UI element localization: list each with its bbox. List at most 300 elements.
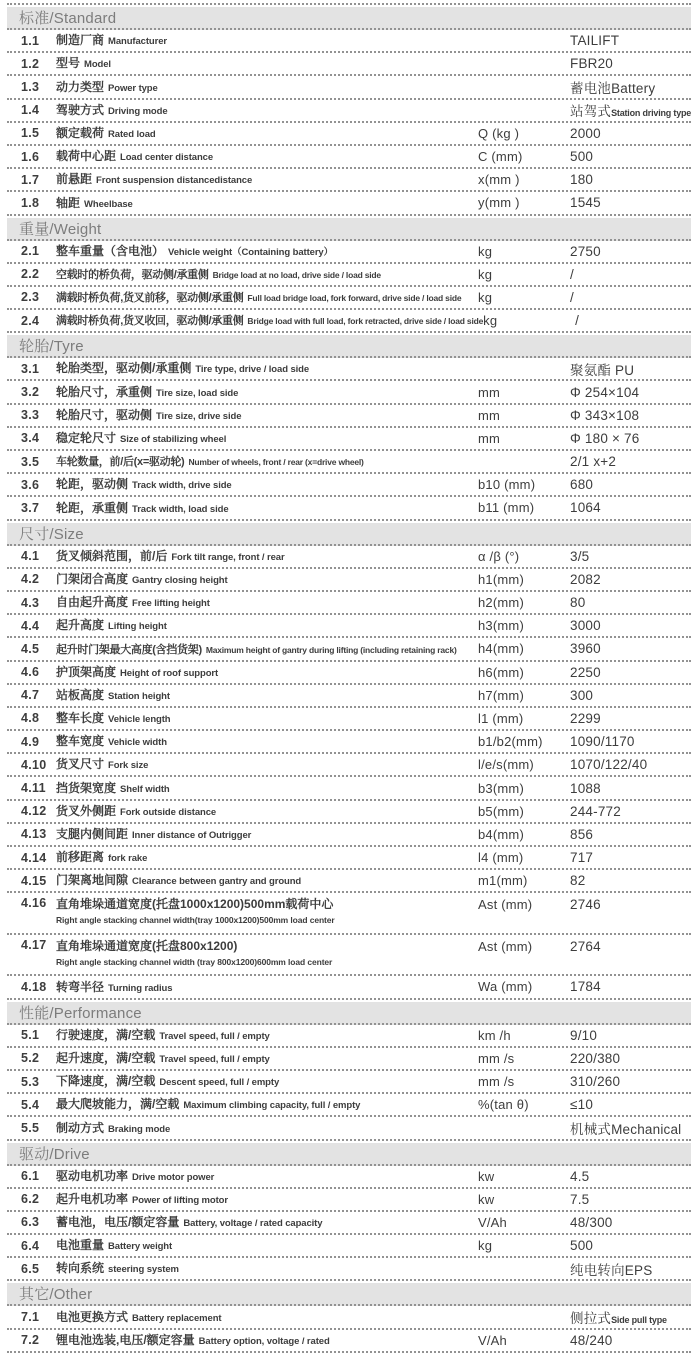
- row-value-text: 3000: [570, 618, 601, 634]
- row-label-en: Rated load: [108, 128, 156, 140]
- row-index: 5.3: [21, 1074, 40, 1089]
- row-value: [570, 1333, 691, 1348]
- row-index: 6.2: [21, 1192, 40, 1207]
- row-label: [56, 55, 478, 72]
- row-index: 3.5: [21, 454, 40, 469]
- row-value: [570, 873, 691, 888]
- row-unit: %(tan θ): [478, 1097, 529, 1113]
- row-label-en: Gantry closing height: [132, 574, 228, 586]
- section-header-tyre: [7, 335, 691, 358]
- row-value-text: 2764: [570, 938, 601, 954]
- row-value-text: 680: [570, 477, 594, 493]
- row-label-en: Free lifting height: [132, 598, 210, 610]
- row-index: 4.3: [21, 595, 40, 610]
- row-value: [570, 939, 691, 954]
- section-header-size: [7, 523, 691, 546]
- row-label-en-line2: Right angle stacking channel width(tray 1000x1200)500mm load center: [56, 915, 335, 926]
- row-unit: m1(mm): [478, 873, 528, 889]
- row-value-text: 220/380: [570, 1050, 621, 1066]
- row-label: [56, 195, 478, 212]
- row-label-en: Inner distance of Outrigger: [132, 830, 252, 841]
- spec-row-7.2: [7, 1330, 691, 1353]
- row-label-zh: 直角堆垛通道宽度(托盘800x1200): [56, 938, 238, 953]
- row-value-text: 856: [570, 826, 594, 842]
- row-value: [570, 781, 691, 796]
- row-label: [56, 125, 478, 142]
- row-label-zh: 载荷中心距: [56, 149, 117, 164]
- row-label-en: Power type: [108, 82, 158, 94]
- spec-row-4.17: [7, 935, 691, 977]
- spec-row-4.6: [7, 662, 691, 685]
- row-label: [56, 266, 478, 283]
- row-unit: h1(mm): [478, 571, 524, 587]
- row-value-text: 82: [570, 873, 586, 889]
- row-index: 3.6: [21, 477, 40, 492]
- row-label: [56, 826, 478, 843]
- spec-row-4.9: [7, 731, 691, 754]
- row-value: [570, 408, 691, 423]
- row-unit: kw: [478, 1191, 495, 1207]
- row-value-text: 717: [570, 850, 594, 866]
- row-index: 1.5: [21, 126, 40, 141]
- row-value: [570, 359, 691, 379]
- row-label-en: Tire type, drive / load side: [195, 364, 310, 376]
- row-value-text: 4.5: [570, 1168, 590, 1184]
- row-label-zh: 制造厂商: [56, 33, 105, 48]
- row-value: [570, 431, 691, 446]
- row-label: [56, 289, 478, 306]
- row-label-en: Maximum height of gantry during lifting (including retaining rack): [205, 644, 457, 655]
- row-label-zh: 门架闭合高度: [56, 571, 129, 586]
- row-index: 4.12: [21, 804, 47, 819]
- row-index: 6.5: [21, 1261, 40, 1276]
- section-header-weight: [7, 218, 691, 241]
- row-label-zh: 制动方式: [56, 1120, 105, 1135]
- row-label-en: Turning radius: [108, 982, 173, 994]
- section-title: 标准/Standard: [19, 10, 117, 27]
- row-value: [570, 734, 691, 749]
- row-label: [56, 617, 478, 634]
- row-index: 4.9: [21, 734, 40, 749]
- row-label-zh: 前悬距: [56, 172, 93, 187]
- row-label: [56, 1332, 478, 1349]
- row-label-zh: 护顶架高度: [56, 664, 117, 679]
- spec-row-6.2: [7, 1189, 691, 1212]
- row-label-en-line2: Right angle stacking channel width (tray 800x1200)600mm load center: [56, 956, 333, 967]
- row-label-en: Battery weight: [108, 1241, 173, 1253]
- spec-row-5.2: [7, 1048, 691, 1071]
- spec-row-3.5: [7, 451, 691, 474]
- row-index: 4.13: [21, 827, 47, 842]
- row-label-en: Height of roof support: [120, 667, 219, 679]
- row-value-text: 1090/1170: [570, 734, 635, 750]
- row-value: [570, 804, 691, 819]
- row-label-zh: 起升高度: [56, 618, 105, 633]
- row-unit: km /h: [478, 1027, 511, 1043]
- row-value: [570, 244, 691, 259]
- spec-row-3.7: [7, 497, 691, 520]
- row-value: [570, 56, 691, 71]
- spec-row-2.1: [7, 241, 691, 264]
- row-label-zh: 轮胎尺寸，承重侧: [56, 384, 153, 399]
- spec-row-1.3: [7, 76, 691, 99]
- row-index: 1.6: [21, 149, 40, 164]
- section-header-other: [7, 1283, 691, 1306]
- spec-row-3.4: [7, 428, 691, 451]
- row-label-en: Track width, load side: [132, 503, 229, 515]
- row-label-en: fork rake: [108, 853, 148, 865]
- row-value-text: 侧拉式: [570, 1311, 612, 1327]
- row-value-text: /: [570, 266, 574, 282]
- row-value-subtext: Station driving type: [611, 108, 692, 119]
- spec-row-4.1: [7, 546, 691, 569]
- row-value: [570, 33, 691, 48]
- row-label-zh: 轮胎类型，驱动侧/承重侧: [56, 361, 192, 376]
- row-unit: mm /s: [478, 1050, 515, 1066]
- row-label: [56, 360, 478, 377]
- row-value: [570, 1238, 691, 1253]
- spec-row-4.18: [7, 976, 691, 999]
- row-label: [56, 641, 478, 658]
- row-label-en: Fork tilt range, front / rear: [171, 551, 285, 563]
- section-header-standard: [7, 7, 691, 30]
- row-label: [56, 1120, 478, 1137]
- spec-row-3.1: [7, 358, 691, 381]
- row-label-zh: 空载时的桥负荷，驱动侧/承重侧: [56, 268, 209, 281]
- row-value-text: 180: [570, 172, 594, 188]
- row-label-en: Bridge load with full load, fork retracted, drive side / load side: [247, 316, 484, 327]
- row-label-en: Shelf width: [120, 783, 170, 795]
- row-label-zh: 车轮数量，前/后(x=驱动轮): [56, 456, 185, 469]
- row-value: [570, 1215, 691, 1230]
- row-unit: V/Ah: [478, 1214, 507, 1230]
- row-label-en: Travel speed, full / empty: [159, 1053, 270, 1065]
- section-header-drive: [7, 1143, 691, 1166]
- row-index: 6.1: [21, 1169, 40, 1184]
- section-title: 重量/Weight: [19, 220, 102, 238]
- row-value: [570, 757, 691, 772]
- row-unit: kg: [478, 266, 493, 282]
- row-label-zh: 起升时门架最大高度(含挡货架): [56, 643, 202, 656]
- row-value: [570, 100, 691, 120]
- row-label-zh: 直角堆垛通道宽度(托盘1000x1200)500mm载荷中心: [56, 897, 334, 912]
- row-label: [56, 500, 478, 517]
- row-label: [56, 756, 478, 773]
- row-value: [570, 850, 691, 865]
- row-value-text: 2082: [570, 571, 601, 587]
- row-label: [56, 79, 478, 96]
- row-label-zh: 电池重量: [56, 1238, 105, 1253]
- row-unit: y(mm ): [478, 195, 520, 211]
- row-label: [56, 1309, 478, 1326]
- row-value-text: 2250: [570, 664, 601, 680]
- spec-row-6.5: [7, 1258, 691, 1281]
- row-index: 1.4: [21, 103, 40, 118]
- row-index: 4.8: [21, 711, 40, 726]
- row-unit: h4(mm): [478, 641, 524, 657]
- row-index: 1.1: [21, 33, 40, 48]
- row-unit: Q (kg ): [478, 125, 520, 141]
- spec-row-7.1: [7, 1306, 691, 1329]
- spec-row-4.7: [7, 685, 691, 708]
- row-index: 2.4: [21, 313, 40, 328]
- row-label-en: Fork outside distance: [120, 806, 217, 818]
- row-label: [56, 243, 478, 260]
- row-label-zh: 驱动电机功率: [56, 1168, 129, 1183]
- row-index: 4.10: [21, 757, 47, 772]
- row-value: [570, 827, 691, 842]
- row-label-zh: 额定载荷: [56, 125, 105, 140]
- row-unit: α /β (°): [478, 548, 520, 564]
- row-index: 4.2: [21, 572, 40, 587]
- spec-row-5.1: [7, 1025, 691, 1048]
- row-index: 7.1: [21, 1310, 40, 1325]
- section-title: 其它/Other: [19, 1286, 93, 1304]
- row-label-zh: 起升速度，满/空载: [56, 1050, 156, 1065]
- spec-row-4.12: [7, 801, 691, 824]
- row-unit: b1/b2(mm): [478, 734, 543, 750]
- spec-row-6.4: [7, 1235, 691, 1258]
- row-label-en: Drive motor power: [132, 1171, 215, 1183]
- row-value-text: ≤10: [570, 1097, 594, 1113]
- row-label: [56, 1050, 478, 1067]
- row-unit: h7(mm): [478, 687, 524, 703]
- row-value-text: 2750: [570, 243, 601, 259]
- row-label: [56, 384, 478, 401]
- row-index: 6.4: [21, 1238, 40, 1253]
- row-value-text: 纯电转向EPS: [570, 1262, 653, 1278]
- row-label-en: Full load bridge load, fork forward, drive side / load side: [247, 293, 462, 304]
- row-label-zh: 轴距: [56, 195, 81, 210]
- row-label-zh: 满载时桥负荷,货叉前移，驱动侧/承重侧: [56, 292, 244, 305]
- row-label-en: Tire size, load side: [156, 387, 239, 399]
- spec-row-1.5: [7, 123, 691, 146]
- row-value-text: 聚氨酯 PU: [570, 362, 635, 378]
- spec-row-1.4: [7, 100, 691, 123]
- row-index: 3.2: [21, 385, 40, 400]
- row-label-en: Bridge load at no load, drive side / load side: [212, 269, 381, 280]
- row-label: [56, 548, 478, 565]
- row-unit: b11 (mm): [478, 500, 535, 516]
- row-value-text: 1088: [570, 780, 601, 796]
- spec-row-3.6: [7, 474, 691, 497]
- row-index: 3.3: [21, 408, 40, 423]
- row-label-zh: 电池更换方式: [56, 1309, 129, 1324]
- row-value: [575, 313, 696, 328]
- spec-row-1.7: [7, 169, 691, 192]
- spec-row-2.3: [7, 287, 691, 310]
- row-value-text: /: [575, 313, 580, 329]
- row-unit: C (mm): [478, 149, 523, 165]
- row-value: [570, 595, 691, 610]
- row-unit: kg: [483, 313, 498, 329]
- row-label-zh: 最大爬坡能力，满/空载: [56, 1097, 180, 1112]
- spec-row-6.1: [7, 1166, 691, 1189]
- row-unit: kw: [478, 1168, 495, 1184]
- row-value: [570, 290, 691, 305]
- row-label-en: Braking mode: [108, 1123, 171, 1135]
- row-label: [56, 664, 478, 681]
- row-value: [570, 149, 691, 164]
- spec-row-4.4: [7, 615, 691, 638]
- row-value-text: 站驾式: [570, 104, 612, 120]
- row-label-en: Size of stabilizing wheel: [120, 434, 227, 445]
- row-label-zh: 行驶速度，满/空载: [56, 1027, 156, 1042]
- spec-row-4.10: [7, 754, 691, 777]
- row-value-text: 机械式Mechanical: [570, 1121, 682, 1137]
- row-unit: h2(mm): [478, 595, 524, 611]
- row-value-text: FBR20: [570, 56, 614, 72]
- row-value: [570, 454, 691, 469]
- row-label-zh: 货叉外侧距: [56, 803, 117, 818]
- spec-row-3.2: [7, 381, 691, 404]
- row-label-en: Lifting height: [108, 621, 167, 633]
- section-title: 轮胎/Tyre: [19, 338, 84, 356]
- row-label-zh: 前移距离: [56, 850, 105, 865]
- row-label: [56, 571, 478, 588]
- row-value: [570, 641, 691, 656]
- row-index: 4.14: [21, 850, 47, 865]
- row-label-zh: 支腿内侧间距: [56, 827, 129, 841]
- row-value-text: 1784: [570, 979, 601, 995]
- row-label-en: Number of wheels, front / rear (x=drive wheel): [188, 457, 364, 468]
- row-value: [570, 195, 691, 210]
- spec-table: [7, 7, 691, 1353]
- row-index: 5.2: [21, 1051, 40, 1066]
- row-label: [56, 896, 478, 925]
- row-label: [56, 872, 478, 889]
- row-label-zh: 起升电机功率: [56, 1191, 129, 1206]
- row-value: [570, 665, 691, 680]
- row-index: 5.5: [21, 1120, 40, 1135]
- row-value: [570, 711, 691, 726]
- row-value-text: 310/260: [570, 1074, 621, 1090]
- row-label-en: Travel speed, full / empty: [159, 1030, 270, 1042]
- row-label-zh: 轮胎尺寸，驱动侧: [56, 407, 153, 422]
- row-index: 7.2: [21, 1333, 40, 1348]
- row-index: 1.7: [21, 172, 40, 187]
- row-label: [56, 430, 478, 447]
- row-value-text: Φ 343×108: [570, 407, 640, 423]
- spec-row-1.6: [7, 146, 691, 169]
- row-value: [570, 1169, 691, 1184]
- row-unit: kg: [478, 289, 493, 305]
- row-label: [56, 1191, 478, 1208]
- row-unit: mm /s: [478, 1074, 515, 1090]
- row-label: [56, 594, 478, 611]
- row-label-en: Front suspension distancedistance: [96, 175, 253, 187]
- row-label-en: Power of lifting motor: [132, 1194, 228, 1206]
- row-label-zh: 下降速度，满/空载: [56, 1074, 156, 1089]
- row-unit: b10 (mm): [478, 477, 536, 493]
- row-label: [56, 710, 478, 727]
- row-value-text: 9/10: [570, 1027, 598, 1043]
- row-label-en: Maximum climbing capacity, full / empty: [183, 1100, 361, 1112]
- row-unit: b4(mm): [478, 826, 524, 842]
- row-index: 4.16: [21, 896, 47, 911]
- row-index: 6.3: [21, 1215, 40, 1230]
- row-label-zh: 锂电池选装,电压/额定容量: [56, 1332, 195, 1347]
- row-value-text: 1545: [570, 195, 601, 211]
- row-label: [56, 312, 483, 329]
- row-label: [56, 476, 478, 493]
- row-label-en: Fork size: [108, 760, 149, 772]
- row-label: [56, 979, 478, 996]
- row-index: 4.1: [21, 549, 40, 564]
- row-index: 2.3: [21, 290, 40, 305]
- row-label: [56, 687, 478, 704]
- row-label-en: Tire size, drive side: [156, 410, 242, 422]
- row-value: [570, 1192, 691, 1207]
- row-label-zh: 型号: [56, 56, 81, 71]
- row-index: 4.5: [21, 641, 40, 656]
- row-value-text: 80: [570, 595, 586, 611]
- row-label-en: Driving mode: [108, 105, 168, 117]
- row-value-text: 1070/122/40: [570, 757, 648, 773]
- row-index: 4.18: [21, 979, 47, 994]
- section-title: 驱动/Drive: [19, 1145, 90, 1163]
- row-label-zh: 整车长度: [56, 711, 105, 726]
- row-label: [56, 407, 478, 424]
- spec-row-2.4: [7, 310, 691, 333]
- row-index: 5.4: [21, 1097, 40, 1112]
- row-label-en: Battery, voltage / rated capacity: [183, 1218, 323, 1230]
- row-unit: V/Ah: [478, 1332, 507, 1348]
- spec-row-4.13: [7, 824, 691, 847]
- row-label-en: Model: [84, 59, 111, 71]
- row-value-text: 500: [570, 1238, 594, 1254]
- row-unit: h3(mm): [478, 618, 524, 634]
- row-index: 3.7: [21, 500, 40, 515]
- row-unit: h6(mm): [478, 664, 524, 680]
- row-value: [570, 267, 691, 282]
- row-value: [570, 1051, 691, 1066]
- row-label-en: Track width, drive side: [132, 480, 232, 492]
- row-unit: l/e/s(mm): [478, 757, 534, 773]
- spec-row-1.2: [7, 53, 691, 76]
- row-label-en: Vehicle weight（Containing battery）: [168, 246, 333, 258]
- row-label: [56, 32, 478, 49]
- row-label-en: Station height: [108, 690, 170, 702]
- row-value: [570, 126, 691, 141]
- spec-row-4.2: [7, 569, 691, 592]
- row-label-en: Vehicle length: [108, 714, 171, 726]
- row-value: [570, 1259, 691, 1279]
- row-label: [56, 1237, 478, 1254]
- row-value-text: 3960: [570, 641, 601, 657]
- spec-row-4.3: [7, 592, 691, 615]
- row-index: 1.2: [21, 56, 40, 71]
- row-label: [56, 938, 478, 967]
- spec-row-5.5: [7, 1117, 691, 1140]
- row-index: 4.17: [21, 937, 47, 952]
- row-unit: Ast (mm): [478, 938, 533, 954]
- row-index: 3.1: [21, 361, 40, 376]
- row-label: [56, 171, 478, 188]
- row-label-zh: 货叉尺寸: [56, 757, 105, 772]
- row-value: [570, 897, 691, 912]
- spec-row-4.8: [7, 708, 691, 731]
- row-label: [56, 1096, 478, 1113]
- row-value: [570, 77, 691, 97]
- spec-row-2.2: [7, 264, 691, 287]
- row-label-en: Load center distance: [120, 152, 214, 164]
- row-unit: Ast (mm): [478, 897, 533, 913]
- row-value: [570, 1074, 691, 1089]
- row-value-text: 蓄电池Battery: [570, 80, 656, 96]
- top-divider: [7, 3, 691, 5]
- row-label: [56, 148, 478, 165]
